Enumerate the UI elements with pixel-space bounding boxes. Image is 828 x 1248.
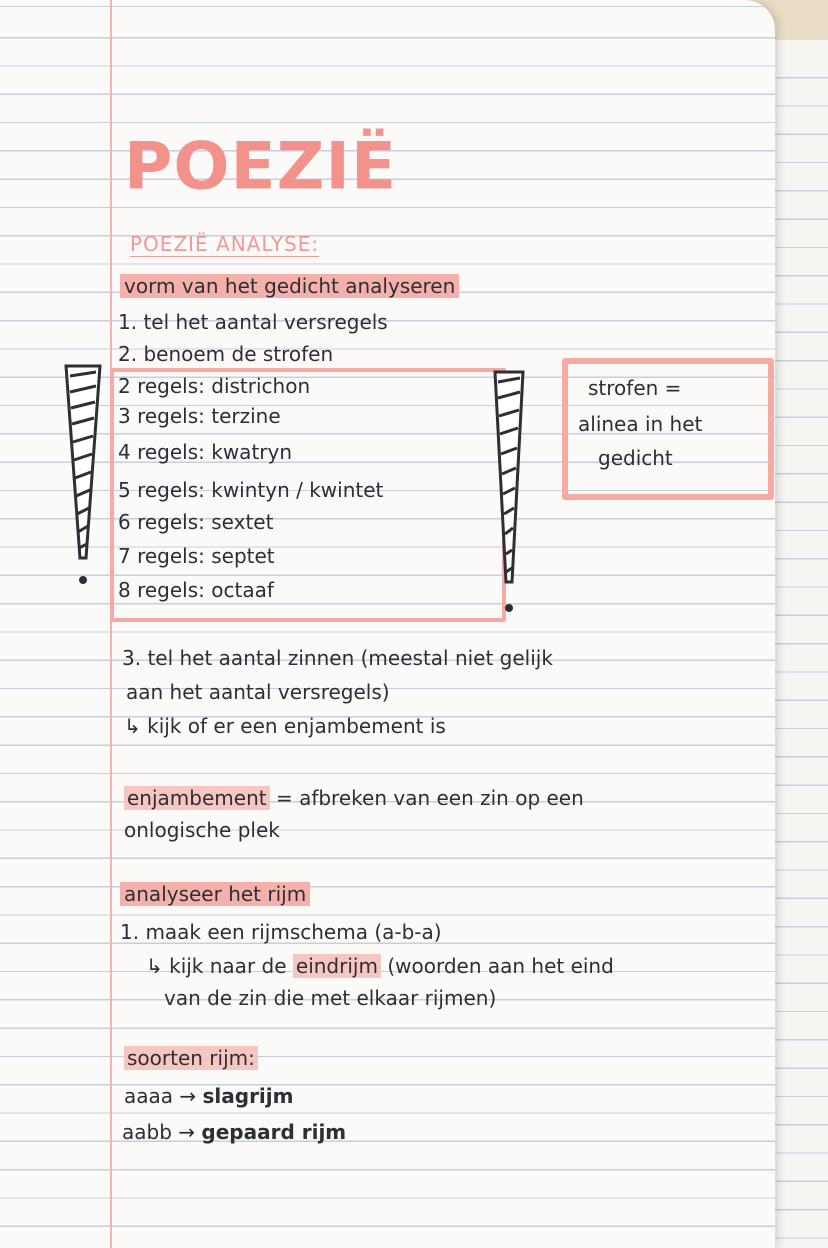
step-1-text: 1. tel het aantal versregels xyxy=(118,310,388,334)
exclamation-right-icon xyxy=(492,368,526,616)
rijm-step-1: 1. maak een rijmschema (a-b-a) xyxy=(120,920,442,944)
step-3-line-2: aan het aantal versregels) xyxy=(126,680,390,704)
rhyme-pattern: aaaa → xyxy=(124,1084,197,1108)
heading-highlight: vorm van het gedicht analyseren xyxy=(120,274,459,298)
eindrijm-term: eindrijm xyxy=(293,954,381,978)
strofen-note-box xyxy=(562,358,774,500)
rhyme-type-row xyxy=(122,1120,346,1144)
stanza-item: 4 regels: kwatryn xyxy=(118,440,293,464)
page-title: POEZIË xyxy=(124,128,398,205)
rhyme-name: gepaard rijm xyxy=(201,1120,347,1144)
rijm-sub-pre: ↳ kijk naar de xyxy=(146,954,287,978)
stanza-item: 2 regels: districhon xyxy=(118,374,311,398)
note-line: alinea in het xyxy=(578,412,703,436)
rhyme-pattern: aabb → xyxy=(122,1120,196,1144)
stanza-item: 7 regels: septet xyxy=(118,544,275,568)
subtitle: POEZIË ANALYSE: xyxy=(130,232,320,256)
step-3-line-3: ↳ kijk of er een enjambement is xyxy=(124,714,446,738)
section-heading-vorm xyxy=(120,274,459,298)
stanza-item: 8 regels: octaaf xyxy=(118,578,274,602)
definition-term: enjambement xyxy=(124,786,270,810)
definition-text: = afbreken van een zin op een xyxy=(275,786,584,810)
rijm-sub-line-1 xyxy=(146,954,614,978)
stanza-item: 3 regels: terzine xyxy=(118,404,281,428)
exclamation-left-icon xyxy=(62,362,104,594)
heading-highlight: analyseer het rijm xyxy=(120,882,310,906)
note-line: strofen = xyxy=(588,376,682,400)
rijm-sub-post: (woorden aan het eind xyxy=(387,954,614,978)
stanza-item: 5 regels: kwintyn / kwintet xyxy=(118,478,384,502)
note-line: gedicht xyxy=(598,446,673,470)
section-heading-rijm xyxy=(120,882,310,906)
definition-line-2: onlogische plek xyxy=(124,818,280,842)
step-2-text: 2. benoem de strofen xyxy=(118,342,334,366)
soorten-heading-text: soorten rijm: xyxy=(124,1046,258,1070)
rhyme-name: slagrijm xyxy=(202,1084,294,1108)
stanza-item: 6 regels: sextet xyxy=(118,510,274,534)
soorten-heading xyxy=(124,1046,258,1070)
back-page xyxy=(770,40,828,1248)
rijm-sub-line-2: van de zin die met elkaar rijmen) xyxy=(164,986,497,1010)
rhyme-type-row xyxy=(124,1084,294,1108)
margin-line xyxy=(110,0,112,1248)
step-3-line-1: 3. tel het aantal zinnen (meestal niet gelijk xyxy=(122,646,553,670)
definition-line-1 xyxy=(124,786,584,810)
